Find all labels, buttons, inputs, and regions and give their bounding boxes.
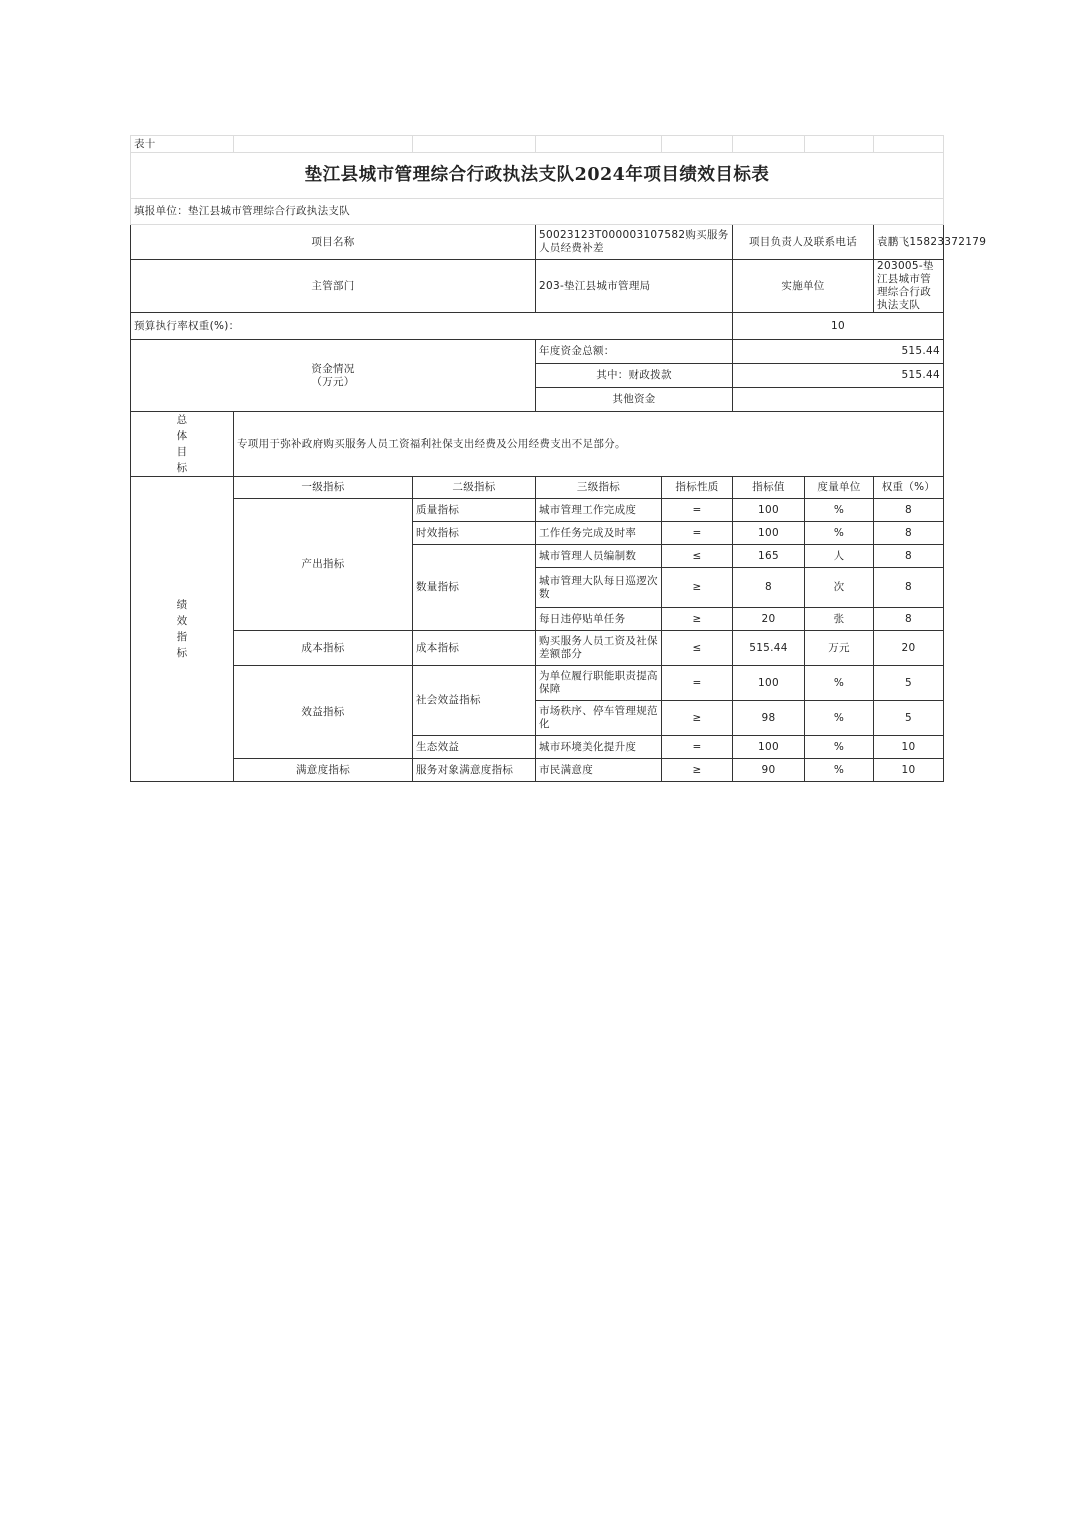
performance-target-sheet: [130, 135, 987, 782]
nature-cell: ≤: [662, 545, 733, 568]
value-cell: 8: [733, 568, 805, 608]
funds-total-value: 515.44: [733, 340, 944, 364]
level3-cell: 市民满意度: [536, 759, 662, 782]
value-cell: 90: [733, 759, 805, 782]
level2-cost: 成本指标: [413, 631, 536, 666]
header-nature: 指标性质: [662, 477, 733, 499]
nature-cell: ≥: [662, 701, 733, 736]
funds-other-value: [733, 388, 944, 412]
impl-unit-value: 203005-垫江县城市管理综合行政执法支队: [874, 260, 944, 313]
level3-cell: 城市环境美化提升度: [536, 736, 662, 759]
weight-cell: 10: [874, 759, 944, 782]
level3-cell: 每日违停贴单任务: [536, 608, 662, 631]
budget-weight-value: 10: [733, 313, 944, 340]
nature-cell: ≥: [662, 608, 733, 631]
value-cell: 20: [733, 608, 805, 631]
unit-cell: %: [805, 666, 874, 701]
level2-eco: 生态效益: [413, 736, 536, 759]
weight-cell: 8: [874, 608, 944, 631]
header-level3: 三级指标: [536, 477, 662, 499]
nature-cell: =: [662, 666, 733, 701]
value-cell: 100: [733, 522, 805, 545]
header-value: 指标值: [733, 477, 805, 499]
weight-cell: 8: [874, 522, 944, 545]
weight-cell: 20: [874, 631, 944, 666]
indicators-label: 绩 效 指 标: [131, 477, 234, 782]
project-name-value: 50023123T000003107582购买服务人员经费补差: [536, 225, 733, 260]
impl-unit-label: 实施单位: [733, 260, 874, 313]
unit-cell: %: [805, 759, 874, 782]
filler-unit: 填报单位：垫江县城市管理综合行政执法支队: [131, 199, 944, 225]
nature-cell: ≤: [662, 631, 733, 666]
performance-table: [130, 135, 987, 782]
funds-total-label: 年度资金总额：: [536, 340, 733, 364]
nature-cell: =: [662, 499, 733, 522]
level2-satisfaction: 服务对象满意度指标: [413, 759, 536, 782]
nature-cell: ≥: [662, 568, 733, 608]
weight-cell: 8: [874, 568, 944, 608]
unit-cell: 人: [805, 545, 874, 568]
table-number: 表十: [131, 136, 234, 153]
unit-cell: %: [805, 522, 874, 545]
level3-cell: 城市管理人员编制数: [536, 545, 662, 568]
weight-cell: 10: [874, 736, 944, 759]
level2-timeliness: 时效指标: [413, 522, 536, 545]
value-cell: 100: [733, 736, 805, 759]
funds-label-line2: （万元）: [311, 375, 355, 388]
funds-label-line1: 资金情况: [311, 362, 355, 375]
value-cell: 100: [733, 666, 805, 701]
level3-cell: 市场秩序、停车管理规范化: [536, 701, 662, 736]
header-level2: 二级指标: [413, 477, 536, 499]
dept-value: 203-垫江县城市管理局: [536, 260, 733, 313]
unit-cell: 张: [805, 608, 874, 631]
nature-cell: =: [662, 736, 733, 759]
budget-weight-label: 预算执行率权重(%)：: [131, 313, 733, 340]
dept-label: 主管部门: [131, 260, 536, 313]
project-owner-value: 袁鹏飞15823372179: [874, 225, 944, 260]
funds-label: [131, 340, 536, 412]
nature-cell: =: [662, 522, 733, 545]
unit-cell: %: [805, 701, 874, 736]
header-unit: 度量单位: [805, 477, 874, 499]
level1-satisfaction: 满意度指标: [234, 759, 413, 782]
level3-cell: 工作任务完成及时率: [536, 522, 662, 545]
funds-other-label: 其他资金: [536, 388, 733, 412]
header-level1: 一级指标: [234, 477, 413, 499]
level1-cost: 成本指标: [234, 631, 413, 666]
level3-cell: 城市管理大队每日巡逻次数: [536, 568, 662, 608]
page-title: 垫江县城市管理综合行政执法支队2024年项目绩效目标表: [131, 153, 944, 199]
level2-quality: 质量指标: [413, 499, 536, 522]
overall-goal-label: 总 体 目 标: [131, 412, 234, 477]
value-cell: 100: [733, 499, 805, 522]
funds-fiscal-value: 515.44: [733, 364, 944, 388]
weight-cell: 8: [874, 545, 944, 568]
level3-cell: 购买服务人员工资及社保差额部分: [536, 631, 662, 666]
unit-cell: %: [805, 736, 874, 759]
header-weight: 权重（%）: [874, 477, 944, 499]
weight-cell: 5: [874, 666, 944, 701]
level2-social: 社会效益指标: [413, 666, 536, 736]
level3-cell: 为单位履行职能职责提高保障: [536, 666, 662, 701]
level1-output: 产出指标: [234, 499, 413, 631]
unit-cell: 次: [805, 568, 874, 608]
project-owner-label: 项目负责人及联系电话: [733, 225, 874, 260]
project-name-label: 项目名称: [131, 225, 536, 260]
overall-goal-text: 专项用于弥补政府购买服务人员工资福利社保支出经费及公用经费支出不足部分。: [234, 412, 944, 477]
value-cell: 515.44: [733, 631, 805, 666]
weight-cell: 5: [874, 701, 944, 736]
unit-cell: 万元: [805, 631, 874, 666]
unit-cell: %: [805, 499, 874, 522]
level1-benefit: 效益指标: [234, 666, 413, 759]
value-cell: 98: [733, 701, 805, 736]
weight-cell: 8: [874, 499, 944, 522]
value-cell: 165: [733, 545, 805, 568]
funds-fiscal-label: 其中：财政拨款: [536, 364, 733, 388]
nature-cell: ≥: [662, 759, 733, 782]
level2-quantity: 数量指标: [413, 545, 536, 631]
level3-cell: 城市管理工作完成度: [536, 499, 662, 522]
